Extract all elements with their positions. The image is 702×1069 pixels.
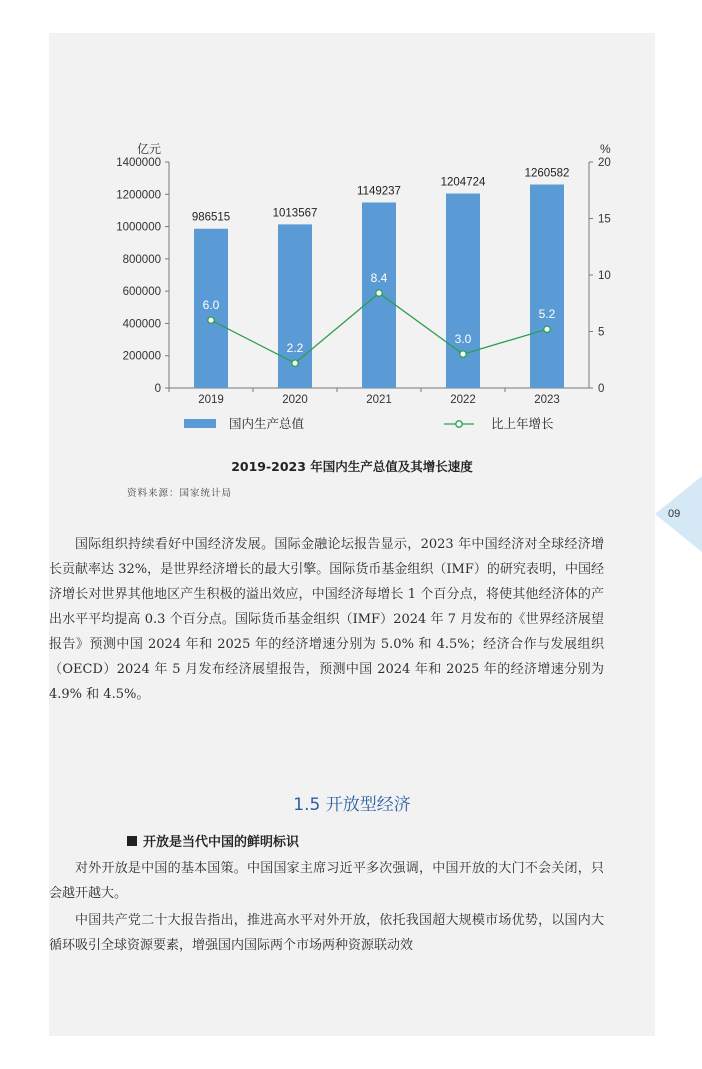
sub-heading bbox=[127, 831, 299, 850]
paragraph-text: 国际组织持续看好中国经济发展。国际金融论坛报告显示，2023 年中国经济对全球经济增长贡献率达 32%，是世界经济增长的最大引擎。国际货币基金组织（IMF）的研究表明，中国经济增长对世界其他地区产生积极的溢出效应，中国经济每增长 1 个百分点，将使其他经济体的产出水平平均提高 0.3 个百分点。国际货币基金组织（IMF）2024 年 7 月发布的《世界经济展望报告》预测中国 2024 年和 2025 年的经济增速分别为 5.0% 和 4.5%；经济合作与发展组织（OECD）2024 年 5 月发布经济展望报告，预测中国 2024 年和 2025 年的经济增速分别为 4.9% 和 4.5%。 bbox=[49, 537, 604, 702]
x-tick-label: 2021 bbox=[366, 394, 392, 406]
bar-2022 bbox=[446, 194, 480, 388]
paragraph-text: 对外开放是中国的基本国策。中国国家主席习近平多次强调，中国开放的大门不会关闭，只会越开越大。 bbox=[49, 861, 604, 901]
legend-line-marker bbox=[456, 421, 462, 427]
left-tick-label: 800000 bbox=[122, 253, 161, 266]
data-source: 资料来源：国家统计局 bbox=[127, 488, 233, 499]
legend-bar-swatch bbox=[184, 419, 216, 428]
left-axis-unit: 亿元 bbox=[136, 142, 162, 156]
bar-value-label: 1149237 bbox=[357, 185, 401, 198]
x-tick-label: 2020 bbox=[282, 394, 308, 406]
bar-value-label: 1013567 bbox=[272, 207, 318, 220]
right-axis-unit: % bbox=[600, 142, 611, 156]
left-tick-label: 1000000 bbox=[116, 221, 161, 234]
growth-point bbox=[292, 360, 298, 366]
left-tick-label: 0 bbox=[154, 383, 161, 395]
growth-point bbox=[208, 317, 214, 323]
square-bullet-icon bbox=[127, 836, 137, 846]
growth-value-label: 3.0 bbox=[454, 332, 472, 347]
paragraph-basic-policy bbox=[49, 856, 604, 906]
bar-value-label: 986515 bbox=[191, 211, 231, 224]
legend-line-label: 比上年增长 bbox=[491, 416, 554, 431]
left-tick-label: 200000 bbox=[122, 350, 161, 363]
left-tick-label: 1400000 bbox=[116, 157, 161, 169]
x-tick-label: 2022 bbox=[450, 394, 476, 406]
right-tick-label: 15 bbox=[598, 213, 611, 226]
growth-value-label: 6.0 bbox=[202, 298, 220, 313]
page-number: 09 bbox=[668, 508, 681, 520]
x-tick-label: 2019 bbox=[198, 394, 224, 406]
growth-point bbox=[376, 290, 382, 296]
growth-value-label: 8.4 bbox=[370, 271, 388, 286]
gdp-chart-svg bbox=[49, 33, 655, 453]
x-tick-label: 2023 bbox=[534, 394, 560, 406]
right-tick-label: 20 bbox=[598, 157, 611, 169]
paragraph-text: 中国共产党二十大报告指出，推进高水平对外开放，依托我国超大规模市场优势，以国内大循环吸引全球资源要素，增强国内国际两个市场两种资源联动效 bbox=[49, 913, 604, 953]
left-tick-label: 400000 bbox=[122, 318, 161, 331]
growth-value-label: 2.2 bbox=[286, 341, 304, 356]
section-title: 1.5 开放型经济 bbox=[293, 795, 411, 815]
right-tick-label: 5 bbox=[598, 326, 605, 339]
growth-point bbox=[544, 326, 550, 332]
right-tick-label: 0 bbox=[598, 383, 605, 395]
right-tick-label: 10 bbox=[598, 270, 611, 282]
legend-bar-label: 国内生产总值 bbox=[229, 416, 305, 431]
chart-caption: 2019-2023 年国内生产总值及其增长速度 bbox=[231, 459, 473, 474]
left-tick-label: 600000 bbox=[122, 286, 161, 299]
growth-point bbox=[460, 351, 466, 357]
bar-2023 bbox=[530, 185, 564, 388]
bar-value-label: 1260582 bbox=[524, 167, 570, 180]
gdp-chart bbox=[49, 33, 655, 503]
paragraph-international-outlook bbox=[49, 532, 604, 707]
sub-heading-text: 开放是当代中国的鲜明标识 bbox=[143, 835, 300, 850]
left-tick-label: 1200000 bbox=[116, 189, 161, 202]
growth-value-label: 5.2 bbox=[538, 307, 556, 322]
paragraph-party-report bbox=[49, 908, 604, 958]
bar-value-label: 1204724 bbox=[440, 176, 486, 189]
